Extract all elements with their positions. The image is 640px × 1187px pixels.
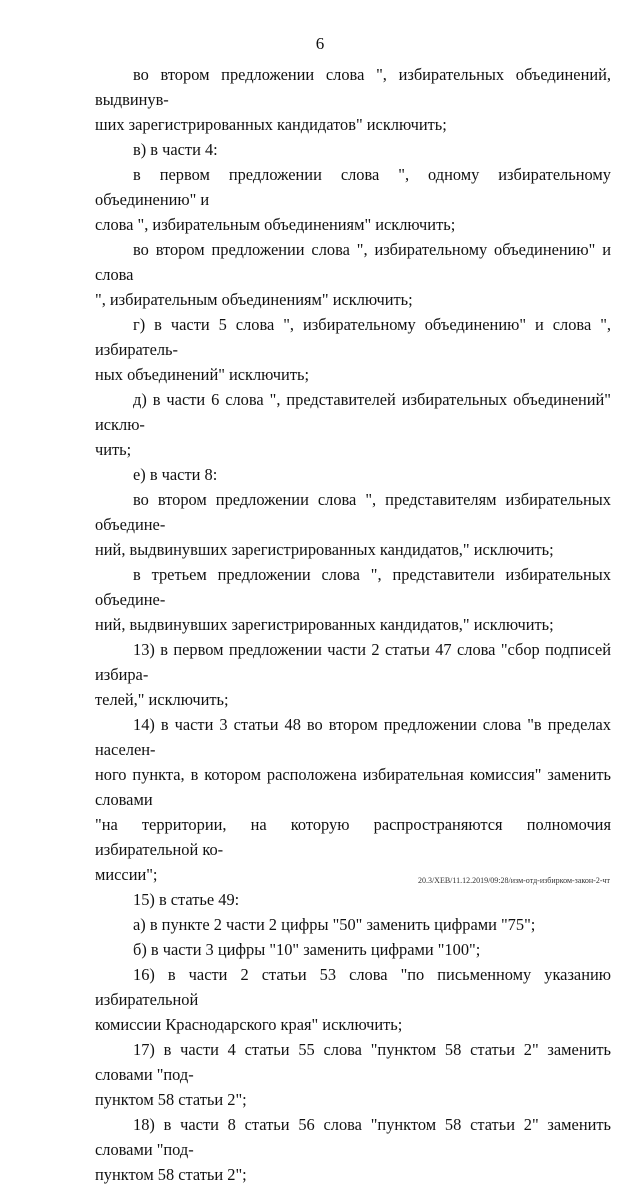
- paragraph: 15) в статье 49:: [133, 890, 240, 909]
- paragraph: в) в части 4:: [133, 140, 218, 159]
- paragraph: в первом предложении слова ", одному избирательному объединению" и слова ", избирательным объединениям" исключить;: [95, 165, 611, 234]
- paragraph: 14) в части 3 статьи 48 во втором предложении слова "в пределах населен- ного пункта, в котором расположена избирательная комиссия" заменить словами "на территории, на которую распространяются полномочия избирательной ко- миссии";: [95, 715, 611, 884]
- paragraph: во втором предложении слова ", избирательных объединений, выдвинув- ших зарегистрированных кандидатов" исключить;: [95, 65, 611, 134]
- paragraph: 13) в первом предложении части 2 статьи 47 слова "сбор подписей избира- телей," исключить;: [95, 640, 611, 709]
- paragraph: 16) в части 2 статьи 53 слова "по письменному указанию избирательной комиссии Краснодарского края" исключить;: [95, 965, 611, 1034]
- page-number: 6: [315, 34, 325, 53]
- paragraph: в третьем предложении слова ", представители избирательных объедине- ний, выдвинувших зарегистрированных кандидатов," исключить;: [95, 565, 611, 634]
- paragraph: д) в части 6 слова ", представителей избирательных объединений" исклю- чить;: [95, 390, 611, 459]
- paragraph: е) в части 8:: [133, 465, 218, 484]
- paragraph: во втором предложении слова ", представителям избирательных объедине- ний, выдвинувших зарегистрированных кандидатов," исключить;: [95, 490, 611, 559]
- footer-code: 20.3/XEB/11.12.2019/09:28/изм-отд-избирком-закон-2-чт: [417, 876, 610, 885]
- paragraph: 18) в части 8 статьи 56 слова "пунктом 58 статьи 2" заменить словами "под- пунктом 58 статьи 2";: [95, 1115, 611, 1184]
- paragraph: г) в части 5 слова ", избирательному объединению" и слова ", избиратель- ных объединений" исключить;: [95, 315, 611, 384]
- paragraph: б) в части 3 цифры "10" заменить цифрами "100";: [133, 940, 481, 959]
- paragraph: во втором предложении слова ", избирательному объединению" и слова ", избирательным объединениям" исключить;: [95, 240, 611, 309]
- paragraph: а) в пункте 2 части 2 цифры "50" заменить цифрами "75";: [133, 915, 536, 934]
- document-body: [95, 62, 611, 1187]
- paragraph: 17) в части 4 статьи 55 слова "пунктом 58 статьи 2" заменить словами "под- пунктом 58 статьи 2";: [95, 1040, 611, 1109]
